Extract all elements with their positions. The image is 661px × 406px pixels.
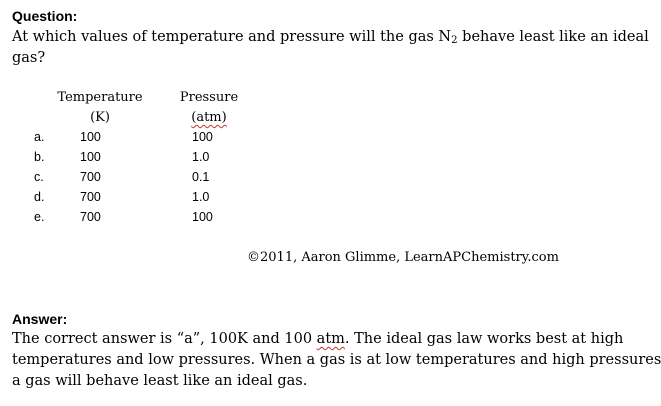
row-e-letter: e.: [34, 210, 45, 224]
row-b-letter: b.: [34, 150, 45, 164]
question-subscript: 2: [451, 35, 458, 46]
row-a-pressure: 100: [192, 130, 213, 144]
answer-heading: Answer:: [12, 311, 68, 327]
answer-line-1: [12, 329, 623, 350]
question-heading: Question:: [12, 8, 78, 24]
pressure-header: Pressure: [179, 90, 239, 105]
row-d-temperature: 700: [80, 190, 101, 204]
row-e-pressure: 100: [192, 210, 213, 224]
question-line-1: [12, 27, 649, 48]
row-c-pressure: 0.1: [192, 170, 210, 184]
row-e-temperature: 700: [80, 210, 101, 224]
row-a-letter: a.: [34, 130, 45, 144]
temperature-unit: (K): [90, 110, 110, 125]
copyright-notice: ©2011, Aaron Glimme, LearnAPChemistry.com: [247, 250, 559, 265]
row-b-pressure: 1.0: [192, 150, 210, 164]
row-b-temperature: 100: [80, 150, 101, 164]
row-d-letter: d.: [34, 190, 45, 204]
answer-line-1-pre: The correct answer is “a”, 100K and 100: [12, 331, 317, 347]
row-a-temperature: 100: [80, 130, 101, 144]
pressure-unit-text: (atm): [191, 110, 227, 125]
question-line-1-pre: At which values of temperature and pressure will the gas N: [12, 29, 452, 45]
answer-line-3: a gas will behave least like an ideal gas.: [12, 373, 308, 389]
row-c-temperature: 700: [80, 170, 101, 184]
answer-line-2: temperatures and low pressures. When a gas is at low temperatures and high pressures: [12, 352, 661, 368]
answer-line-1-post: . The ideal gas law works best at high: [344, 331, 624, 347]
temperature-header: Temperature: [57, 90, 143, 105]
question-line-2: gas?: [12, 50, 46, 66]
pressure-unit: [159, 110, 259, 125]
row-d-pressure: 1.0: [192, 190, 210, 204]
answer-atm: atm: [316, 331, 345, 347]
question-line-1-post: behave least like an ideal: [457, 29, 649, 45]
row-c-letter: c.: [34, 170, 44, 184]
